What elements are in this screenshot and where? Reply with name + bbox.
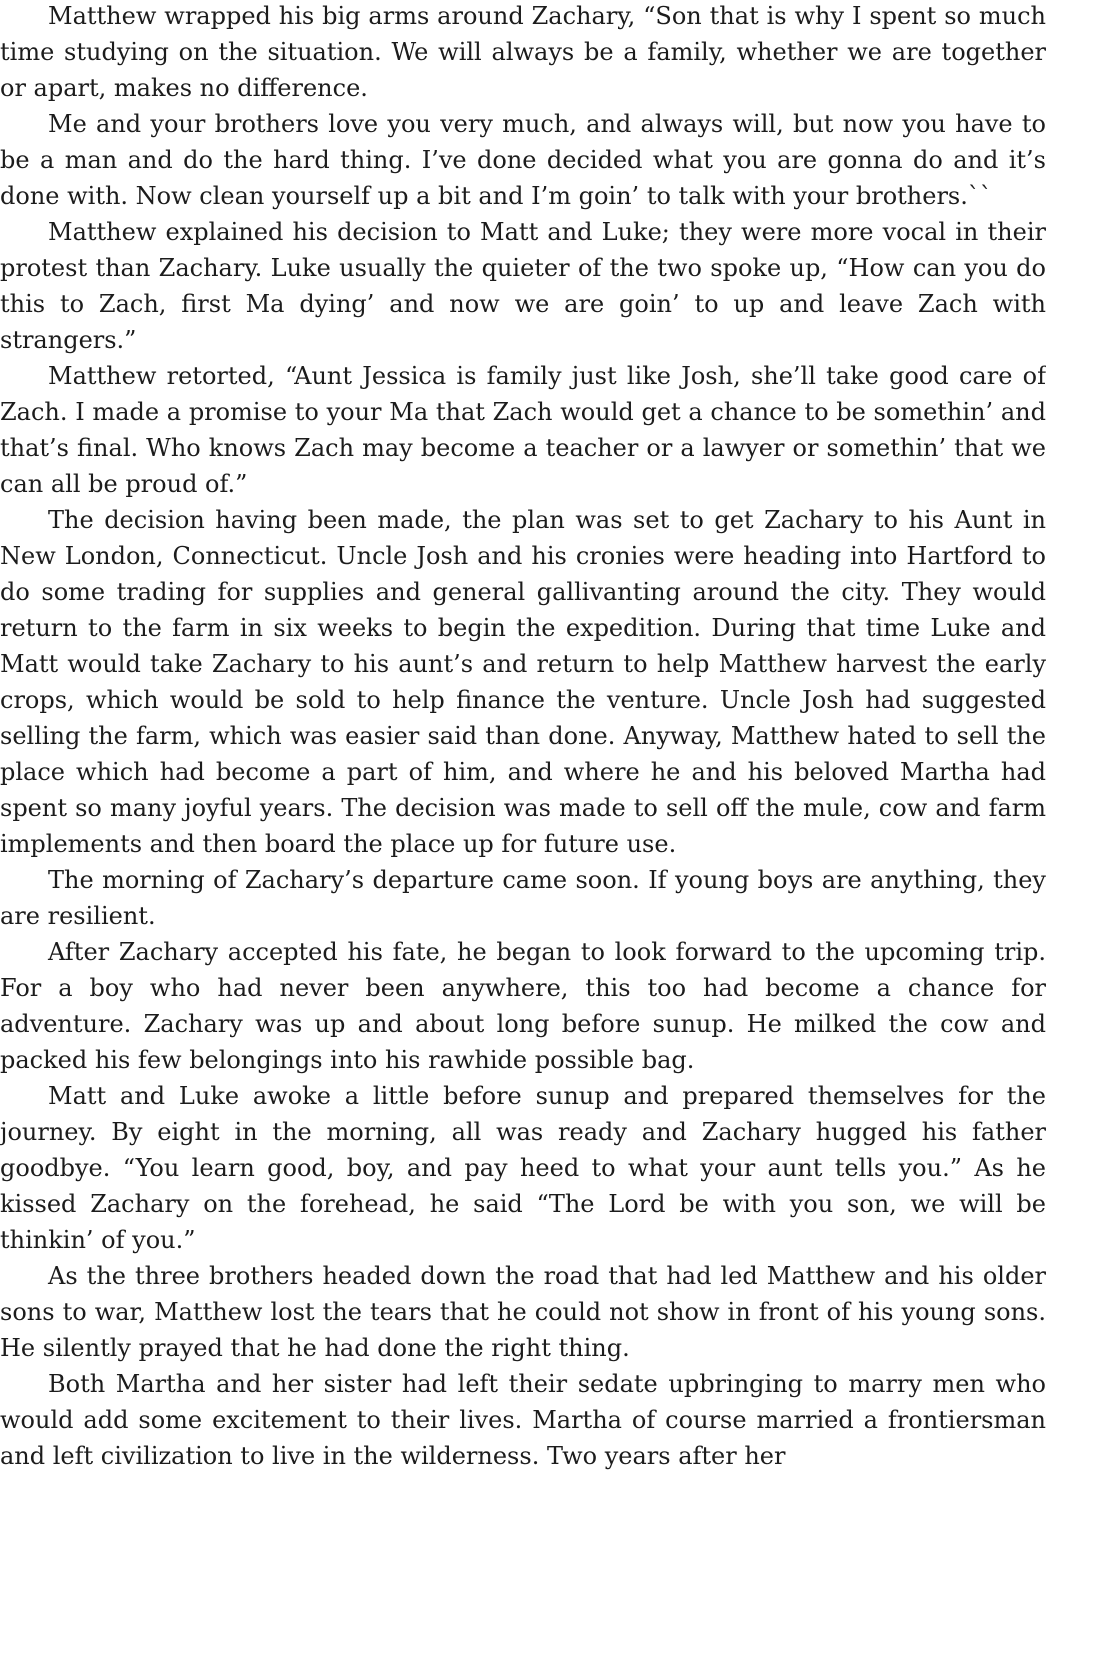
paragraph: Matthew wrapped his big arms around Zachary, “Son that is why I spent so much time studying on the situation. We will always be a family, whether we are together or apart, makes no difference. xyxy=(0,2,1046,102)
paragraph: Both Martha and her sister had left their sedate upbringing to marry men who would add some excitement to their lives. Martha of course married a frontiersman and left civilization to live in the wilderness. Two years after her xyxy=(0,1370,1046,1470)
paragraph: The decision having been made, the plan was set to get Zachary to his Aunt in New London, Connecticut. Uncle Josh and his cronies were heading into Hartford to do some trading for supplies and general gallivanting around the city. They would return to the farm in six weeks to begin the expedition. During that time Luke and Matt would take Zachary to his aunt’s and return to help Matthew harvest the early crops, which would be sold to help finance the venture. Uncle Josh had suggested selling the farm, which was easier said than done. Anyway, Matthew hated to sell the place which had become a part of him, and where he and his beloved Martha had spent so many joyful years. The decision was made to sell off the mule, cow and farm implements and then board the place up for future use. xyxy=(0,506,1046,858)
paragraph: As the three brothers headed down the road that had led Matthew and his older sons to war, Matthew lost the tears that he could not show in front of his young sons. He silently prayed that he had done the right thing. xyxy=(0,1262,1046,1362)
paragraph: Matthew explained his decision to Matt and Luke; they were more vocal in their protest than Zachary. Luke usually the quieter of the two spoke up, “How can you do this to Zach, first Ma dying’ and now we are goin’ to up and leave Zach with strangers.” xyxy=(0,218,1046,354)
paragraph: Me and your brothers love you very much, and always will, but now you have to be a man and do the hard thing. I’ve done decided what you are gonna do and it’s done with. Now clean yourself up a bit and I’m goin’ to talk with your brothers.`` xyxy=(0,110,1046,210)
paragraph: The morning of Zachary’s departure came soon. If young boys are anything, they are resilient. xyxy=(0,866,1046,930)
paragraph: After Zachary accepted his fate, he began to look forward to the upcoming trip. For a boy who had never been anywhere, this too had become a chance for adventure. Zachary was up and about long before sunup. He milked the cow and packed his few belongings into his rawhide possible bag. xyxy=(0,938,1046,1074)
paragraph: Matthew retorted, “Aunt Jessica is family just like Josh, she’ll take good care of Zach. I made a promise to your Ma that Zach would get a chance to be somethin’ and that’s final. Who knows Zach may become a teacher or a lawyer or somethin’ that we can all be proud of.” xyxy=(0,362,1046,498)
paragraph: Matt and Luke awoke a little before sunup and prepared themselves for the journey. By eight in the morning, all was ready and Zachary hugged his father goodbye. “You learn good, boy, and pay heed to what your aunt tells you.” As he kissed Zachary on the forehead, he said “The Lord be with you son, we will be thinkin’ of you.” xyxy=(0,1082,1046,1254)
